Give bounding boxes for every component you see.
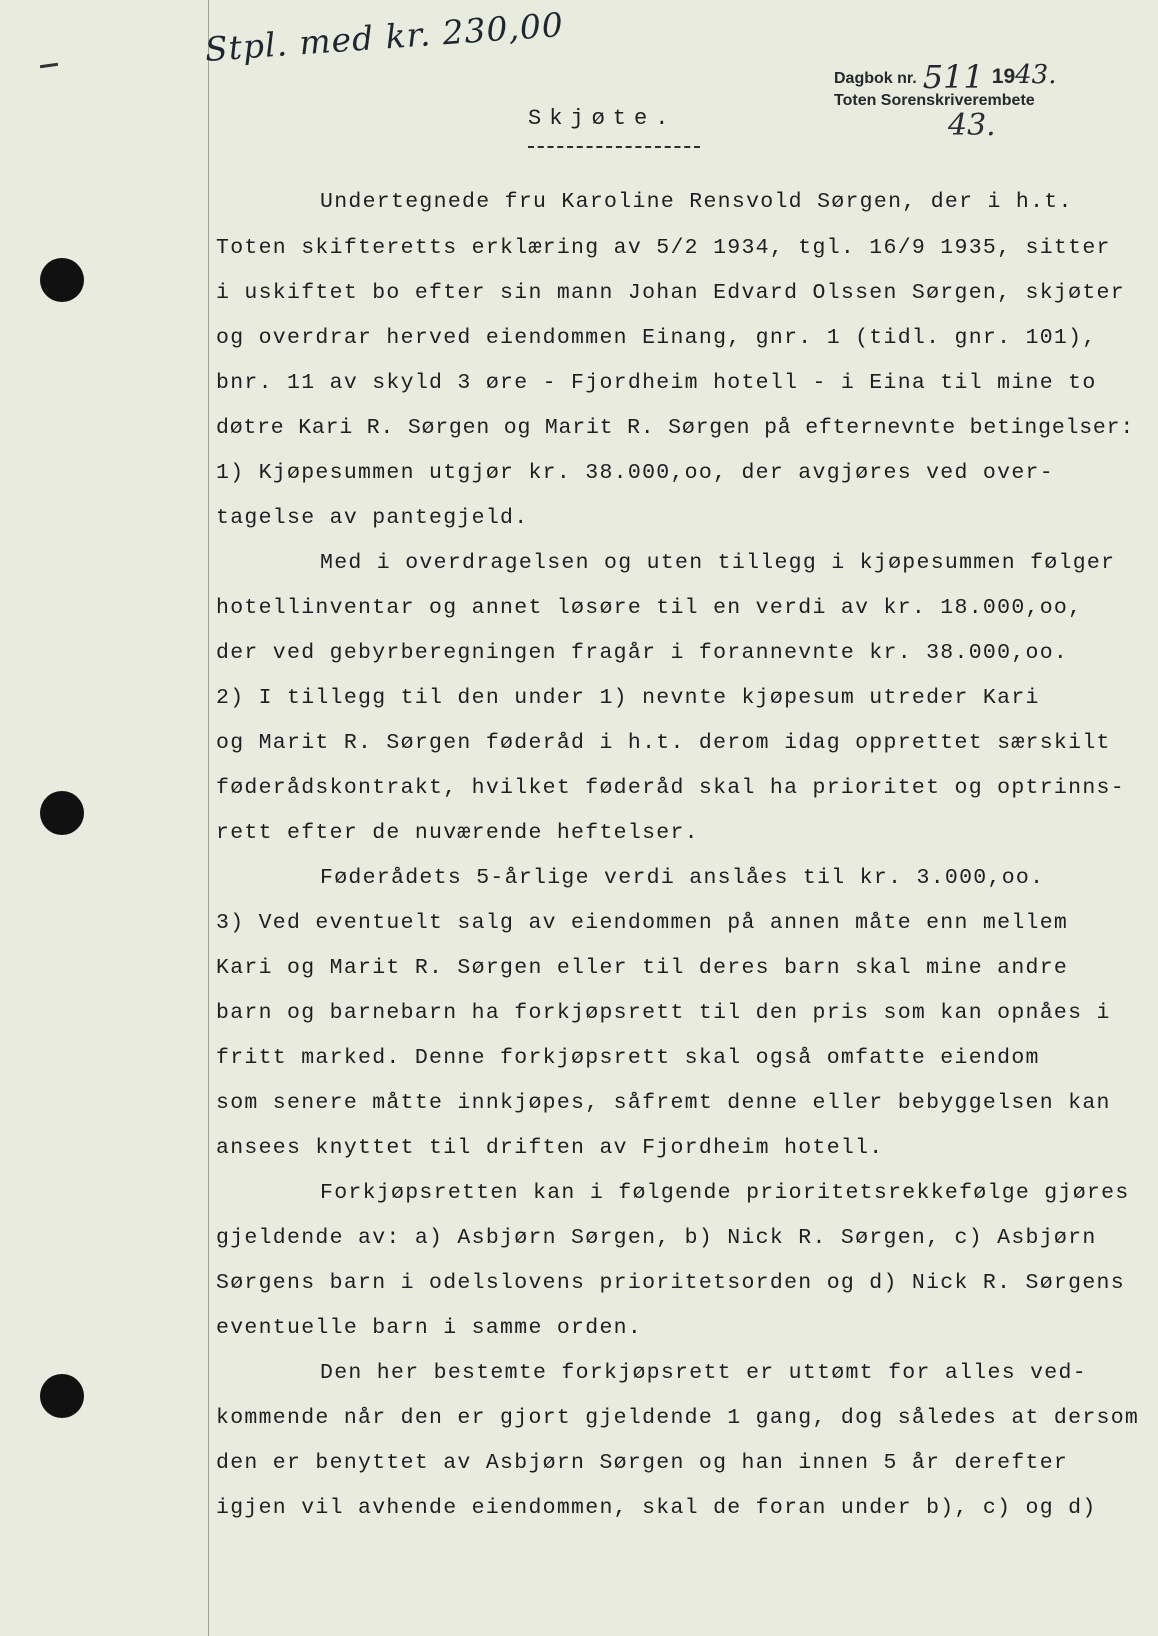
text-line: døtre Kari R. Sørgen og Marit R. Sørgen på efternevnte betingelser:: [216, 416, 1135, 440]
text-line: den er benyttet av Asbjørn Sørgen og han innen 5 år derefter: [216, 1451, 1069, 1475]
text-line: Føderådets 5-årlige verdi anslåes til kr. 3.000,oo.: [320, 866, 1045, 890]
text-line: bnr. 11 av skyld 3 øre - Fjordheim hotell - i Eina til mine to: [216, 371, 1097, 395]
text-line: 3) Ved eventuelt salg av eiendommen på annen måte enn mellem: [216, 911, 1069, 935]
text-line: som senere måtte innkjøpes, såfremt denne eller bebyggelsen kan: [216, 1091, 1111, 1115]
dagbok-label: Dagbok nr.: [834, 70, 917, 87]
stamp-office: Toten Sorenskriverembete: [834, 92, 1035, 109]
text-line: Med i overdragelsen og uten tillegg i kjøpesummen følger: [320, 551, 1116, 575]
text-line: og overdrar herved eiendommen Einang, gnr. 1 (tidl. gnr. 101),: [216, 326, 1097, 350]
text-line: 1) Kjøpesummen utgjør kr. 38.000,oo, der avgjøres ved over-: [216, 461, 1054, 485]
text-line: barn og barnebarn ha forkjøpsrett til den pris som kan opnåes i: [216, 1001, 1111, 1025]
handwritten-fee-annotation: Stpl. med kr. 230,00: [203, 4, 566, 69]
text-line: igjen vil avhende eiendommen, skal de foran under b), c) og d): [216, 1496, 1097, 1520]
text-line: Kari og Marit R. Sørgen eller til deres barn skal mine andre: [216, 956, 1069, 980]
text-line: rett efter de nuværende heftelser.: [216, 821, 699, 845]
text-line: Toten skifteretts erklæring av 5/2 1934, tgl. 16/9 1935, sitter: [216, 236, 1111, 260]
text-line: Forkjøpsretten kan i følgende prioritetsrekkefølge gjøres: [320, 1181, 1130, 1205]
text-line: føderådskontrakt, hvilket føderåd skal ha prioritet og optrinns-: [216, 776, 1125, 800]
text-line: Den her bestemte forkjøpsrett er uttømt for alles ved-: [320, 1361, 1087, 1385]
text-line: 2) I tillegg til den under 1) nevnte kjøpesum utreder Kari: [216, 686, 1040, 710]
text-line: tagelse av pantegjeld.: [216, 506, 529, 530]
text-line: hotellinventar og annet løsøre til en verdi av kr. 18.000,oo,: [216, 596, 1083, 620]
text-line: og Marit R. Sørgen føderåd i h.t. derom idag opprettet særskilt: [216, 731, 1111, 755]
text-line: ansees knyttet til driften av Fjordheim hotell.: [216, 1136, 884, 1160]
text-line: kommende når den er gjort gjeldende 1 gang, dog således at dersom: [216, 1406, 1140, 1430]
text-line: eventuelle barn i samme orden.: [216, 1316, 643, 1340]
handwritten-margin-number: 43.: [948, 108, 996, 143]
stamp-year-printed: 19: [991, 65, 1016, 88]
text-line: i uskiftet bo efter sin mann Johan Edvard Olssen Sørgen, skjøter: [216, 281, 1125, 305]
document-title: Skjøte.: [528, 106, 677, 131]
text-line: der ved gebyrberegningen fragår i forannevnte kr. 38.000,oo.: [216, 641, 1069, 665]
text-line: gjeldende av: a) Asbjørn Sørgen, b) Nick R. Sørgen, c) Asbjørn: [216, 1226, 1097, 1250]
dagbok-number: 511: [922, 58, 984, 96]
text-line: Undertegnede fru Karoline Rensvold Sørgen, der i h.t.: [320, 190, 1073, 214]
stamp-year-handwritten: 43.: [1015, 60, 1057, 90]
text-line: fritt marked. Denne forkjøpsrett skal også omfatte eiendom: [216, 1046, 1040, 1070]
text-line: Sørgens barn i odelslovens prioritetsorden og d) Nick R. Sørgens: [216, 1271, 1125, 1295]
